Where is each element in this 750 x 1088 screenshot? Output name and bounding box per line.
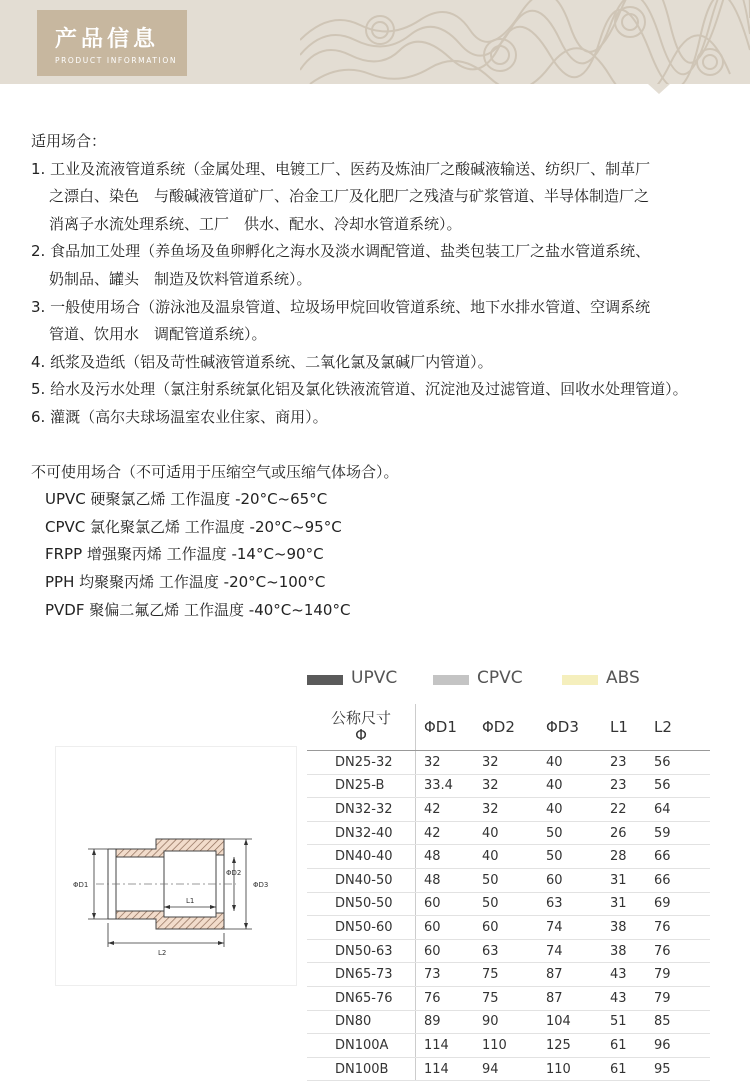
table-cell: 74 — [538, 939, 602, 963]
table-row — [307, 751, 710, 775]
table-cell: 85 — [646, 1010, 710, 1034]
table-cell: 76 — [416, 986, 475, 1010]
banner-notch-decoration — [648, 84, 670, 94]
materials-list — [31, 486, 731, 624]
table-cell: 61 — [602, 1057, 646, 1081]
table-cell: 110 — [538, 1057, 602, 1081]
legend-label-abs: ABS — [606, 668, 640, 688]
table-cell: 48 — [416, 868, 475, 892]
table-cell: 50 — [474, 892, 538, 916]
table-row — [307, 916, 710, 940]
table-cell: 63 — [538, 892, 602, 916]
table-cell: 40 — [474, 821, 538, 845]
header-banner — [0, 0, 750, 84]
application-item-line: 消离子水流处理系统、工厂 供水、配水、冷却水管道系统）。 — [49, 214, 462, 233]
cell-nominal-size: DN32-40 — [307, 821, 416, 845]
table-cell: 95 — [646, 1057, 710, 1081]
table-row — [307, 1034, 710, 1058]
label-d1: ΦD1 — [73, 881, 89, 889]
table-cell: 40 — [538, 774, 602, 798]
section-subtitle: PRODUCT INFORMATION — [55, 56, 178, 65]
table-cell: 32 — [474, 751, 538, 775]
application-item-line: 1. 工业及流液管道系统（金属处理、电镀工厂、医药及炼油厂之酸碱液输送、纺织厂、制革厂 — [31, 159, 651, 178]
application-item-line: 管道、饮用水 调配管道系统）。 — [49, 325, 267, 344]
header-l2: L2 — [646, 704, 710, 751]
applications-list — [31, 156, 731, 432]
cell-nominal-size: DN65-73 — [307, 963, 416, 987]
table-cell: 87 — [538, 986, 602, 1010]
wave-pattern-decoration — [300, 0, 750, 84]
table-row — [307, 868, 710, 892]
table-cell: 60 — [416, 892, 475, 916]
legend-swatch-cpvc — [433, 675, 469, 685]
table-cell: 90 — [474, 1010, 538, 1034]
cell-nominal-size: DN100A — [307, 1034, 416, 1058]
application-item-line: 之漂白、染色 与酸碱液管道矿厂、冶金工厂及化肥厂之残渣与矿浆管道、半导体制造厂之 — [49, 187, 650, 206]
table-cell: 69 — [646, 892, 710, 916]
header-nominal-size — [307, 704, 416, 751]
table-cell: 28 — [602, 845, 646, 869]
applications-heading: 适用场合： — [31, 132, 107, 150]
table-cell: 50 — [538, 821, 602, 845]
table-cell: 60 — [416, 939, 475, 963]
legend-label-upvc: UPVC — [351, 668, 398, 688]
table-cell: 42 — [416, 798, 475, 822]
table-cell: 66 — [646, 868, 710, 892]
section-title: 产品信息 — [55, 27, 160, 52]
table-cell: 60 — [538, 868, 602, 892]
header-d2: ΦD2 — [474, 704, 538, 751]
table-cell: 22 — [602, 798, 646, 822]
header-l1: L1 — [602, 704, 646, 751]
table-header-row — [307, 704, 710, 751]
table-cell: 79 — [646, 986, 710, 1010]
not-applicable-text: 不可使用场合（不可适用于压缩空气或压缩气体场合）。 — [31, 462, 399, 481]
table-row — [307, 845, 710, 869]
table-cell: 75 — [474, 963, 538, 987]
header-nominal-size-label: 公称尺寸 — [330, 709, 391, 727]
table-cell: 38 — [602, 916, 646, 940]
table-cell: 32 — [474, 774, 538, 798]
table-cell: 38 — [602, 939, 646, 963]
table-cell: 32 — [416, 751, 475, 775]
table-cell: 63 — [474, 939, 538, 963]
cell-nominal-size: DN50-60 — [307, 916, 416, 940]
table-cell: 31 — [602, 868, 646, 892]
dimension-table — [307, 704, 710, 1081]
cell-nominal-size: DN65-76 — [307, 986, 416, 1010]
table-cell: 75 — [474, 986, 538, 1010]
application-item-line: 5. 给水及污水处理（氯注射系统氯化铝及氯化铁液流管道、沉淀池及过滤管道、回收水处理管道）。 — [31, 380, 688, 399]
cell-nominal-size: DN80 — [307, 1010, 416, 1034]
table-cell: 125 — [538, 1034, 602, 1058]
table-cell: 51 — [602, 1010, 646, 1034]
fitting-diagram — [55, 746, 297, 986]
table-cell: 66 — [646, 845, 710, 869]
table-cell: 48 — [416, 845, 475, 869]
table-cell: 73 — [416, 963, 475, 987]
legend-swatch-upvc — [307, 675, 343, 685]
table-cell: 42 — [416, 821, 475, 845]
application-item-line: 4. 纸浆及造纸（铝及苛性碱液管道系统、二氧化氯及氯碱厂内管道）。 — [31, 352, 493, 371]
table-cell: 87 — [538, 963, 602, 987]
label-d2: ΦD2 — [226, 869, 242, 877]
table-cell: 59 — [646, 821, 710, 845]
table-cell: 50 — [474, 868, 538, 892]
table-cell: 56 — [646, 751, 710, 775]
table-cell: 40 — [474, 845, 538, 869]
table-cell: 114 — [416, 1034, 475, 1058]
table-cell: 43 — [602, 963, 646, 987]
dimension-table-wrapper — [307, 704, 710, 1081]
cell-nominal-size: DN50-63 — [307, 939, 416, 963]
table-row — [307, 892, 710, 916]
table-cell: 31 — [602, 892, 646, 916]
spacer — [31, 432, 731, 459]
legend-swatch-abs — [562, 675, 598, 685]
application-item-line: 3. 一般使用场合（游泳池及温泉管道、垃圾场甲烷回收管道系统、地下水排水管道、空调系统 — [31, 297, 651, 316]
table-row — [307, 798, 710, 822]
label-d3: ΦD3 — [253, 881, 269, 889]
table-cell: 23 — [602, 774, 646, 798]
application-item-line: 奶制品、罐头 制造及饮料管道系统）。 — [49, 269, 312, 288]
cell-nominal-size: DN40-40 — [307, 845, 416, 869]
table-cell: 26 — [602, 821, 646, 845]
table-cell: 64 — [646, 798, 710, 822]
material-item: UPVC 硬聚氯乙烯 工作温度 -20°C~65°C — [45, 490, 328, 509]
table-cell: 76 — [646, 916, 710, 940]
table-cell: 40 — [538, 751, 602, 775]
application-item-line: 6. 灌溉（高尔夫球场温室农业住家、商用）。 — [31, 407, 328, 426]
table-row — [307, 821, 710, 845]
title-box — [37, 10, 187, 76]
cell-nominal-size: DN32-32 — [307, 798, 416, 822]
table-body — [307, 751, 710, 1081]
table-cell: 33.4 — [416, 774, 475, 798]
header-phi-label: Φ — [355, 726, 367, 744]
table-cell: 60 — [416, 916, 475, 940]
material-legend — [307, 666, 707, 696]
table-row — [307, 939, 710, 963]
cell-nominal-size: DN25-32 — [307, 751, 416, 775]
cell-nominal-size: DN25-B — [307, 774, 416, 798]
table-row — [307, 986, 710, 1010]
table-row — [307, 963, 710, 987]
table-cell: 74 — [538, 916, 602, 940]
table-cell: 32 — [474, 798, 538, 822]
material-item: PPH 均聚聚丙烯 工作温度 -20°C~100°C — [45, 572, 326, 591]
table-cell: 89 — [416, 1010, 475, 1034]
table-cell: 60 — [474, 916, 538, 940]
table-cell: 110 — [474, 1034, 538, 1058]
table-cell: 43 — [602, 986, 646, 1010]
cell-nominal-size: DN100B — [307, 1057, 416, 1081]
material-item: PVDF 聚偏二氟乙烯 工作温度 -40°C~140°C — [45, 600, 351, 619]
cell-nominal-size: DN50-50 — [307, 892, 416, 916]
application-item-line: 2. 食品加工处理（养鱼场及鱼卵孵化之海水及淡水调配管道、盐类包装工厂之盐水管道系统、 — [31, 242, 651, 261]
header-d1: ΦD1 — [416, 704, 475, 751]
table-cell: 96 — [646, 1034, 710, 1058]
table-cell: 76 — [646, 939, 710, 963]
table-cell: 23 — [602, 751, 646, 775]
table-row — [307, 1057, 710, 1081]
table-cell: 79 — [646, 963, 710, 987]
table-cell: 50 — [538, 845, 602, 869]
table-cell: 56 — [646, 774, 710, 798]
table-cell: 40 — [538, 798, 602, 822]
material-item: CPVC 氯化聚氯乙烯 工作温度 -20°C~95°C — [45, 517, 342, 536]
table-row — [307, 774, 710, 798]
material-item: FRPP 增强聚丙烯 工作温度 -14°C~90°C — [45, 545, 324, 564]
table-cell: 114 — [416, 1057, 475, 1081]
table-cell: 104 — [538, 1010, 602, 1034]
table-cell: 94 — [474, 1057, 538, 1081]
label-l2: L2 — [158, 949, 167, 957]
product-info-text — [31, 128, 731, 624]
header-d3: ΦD3 — [538, 704, 602, 751]
table-cell: 61 — [602, 1034, 646, 1058]
table-row — [307, 1010, 710, 1034]
label-l1: L1 — [186, 897, 195, 905]
cell-nominal-size: DN40-50 — [307, 868, 416, 892]
legend-label-cpvc: CPVC — [477, 668, 523, 688]
fitting-drawing — [56, 747, 296, 985]
